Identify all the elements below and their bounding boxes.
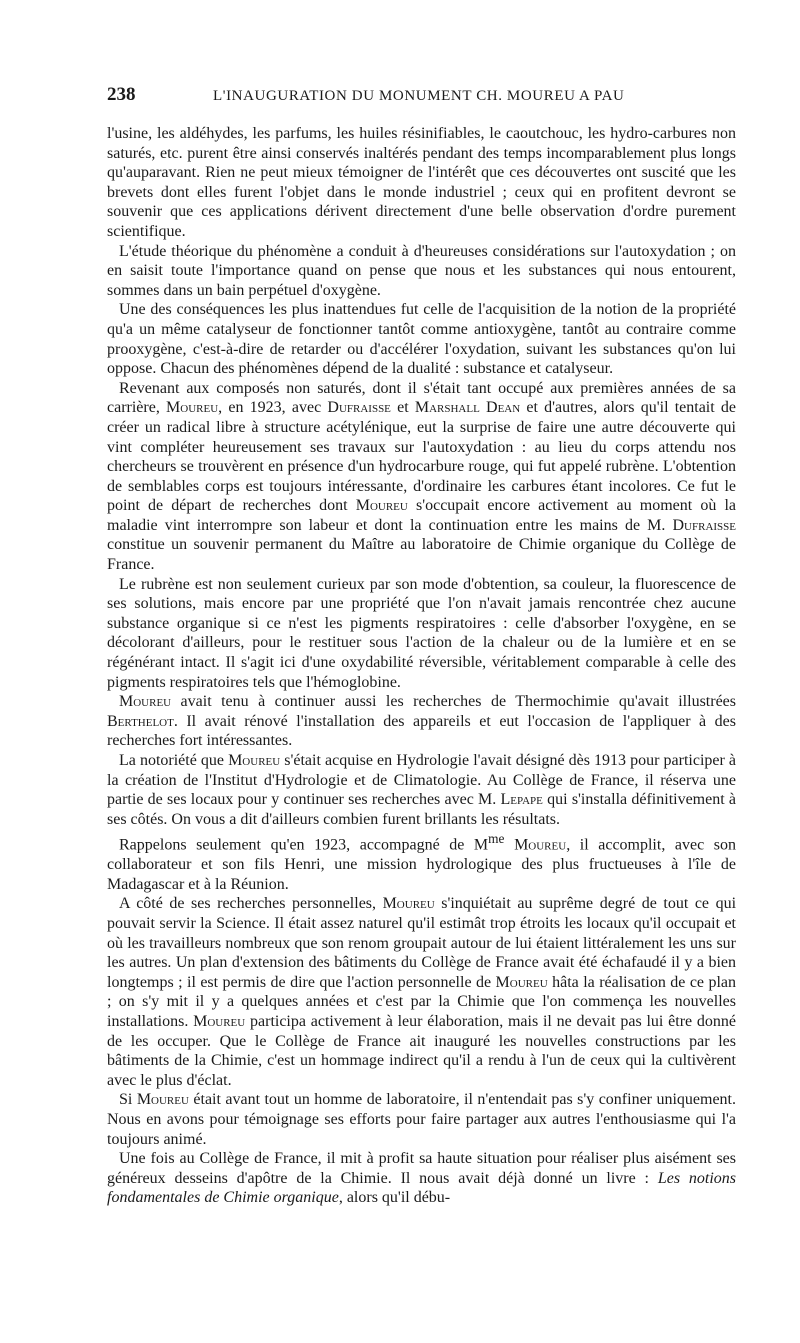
person-name: Moureu	[166, 399, 219, 417]
person-name: Moureu	[119, 693, 172, 711]
paragraph-hydrologie: La notoriété que Moureu s'était acquise en Hydrologie l'avait désigné dès 1913 pour participer à la création de l'Institut d'Hydrologie et de Climatologie. Au Collège de France, il réserva une partie de ses locaux pour y continuer ses recherches avec M. Lepape qui s'installa définitivement à ses côtés. On vous a dit d'ailleurs combien furent brillants les résultats.	[107, 752, 737, 828]
paragraph-thermochimie: Moureu avait tenu à continuer aussi les recherches de Thermochimie qu'avait illustrées Berthelot. Il avait rénové l'installation des appareils et eut l'occasion de l'appliquer à des recherches fort intéressantes.	[107, 693, 736, 750]
body-text	[107, 124, 736, 1208]
paragraph-college-extension: A côté de ses recherches personnelles, Moureu s'inquiétait au suprême degré de tout ce qui pouvait servir la Science. Il était assez naturel qu'il estimât trop étroits les locaux qu'il occupait et où les travailleurs nombreux que son renom groupait autour de lui étaient littéralement les uns sur les autres. Un plan d'extension des bâtiments du Collège de France avait été échafaudé il y a bien longtemps ; il est permis de dire que l'action personnelle de Moureu hâta la réalisation de ce plan ; on s'y mit il y a quelques années et c'est par la Chimie que l'on commença les nouvelles installations. Moureu participa activement à leur élaboration, mais il ne devait pas lui être donné de les occuper. Que le Collège de France ait inauguré les nouvelles constructions par les bâtiments de la Chimie, c'est un hommage indirect qu'il a rendu à l'un de ceux qui la cultivèrent avec le plus d'éclat.	[107, 895, 737, 1089]
paragraph-autoxydation: L'étude théorique du phénomène a conduit à d'heureuses considérations sur l'autoxydation ; on en saisit toute l'importance quand on pense que nous et les substances qui nous entourent, sommes dans un bain perpétuel d'oxygène.	[107, 242, 736, 299]
paragraph-laboratoire: Si Moureu était avant tout un homme de laboratoire, il n'entendait pas s'y confiner uniquement. Nous en avons pour témoignage ses efforts pour faire partager aux autres l'enthousiasme qui l'a toujours animé.	[107, 1091, 737, 1148]
running-title: L'INAUGURATION DU MONUMENT CH. MOUREU A PAU	[213, 88, 625, 104]
paragraph-rubrene-properties: Le rubrène est non seulement curieux par son mode d'obtention, sa couleur, la fluorescence de ses solutions, mais encore par une propriété que l'on n'avait jamais rencontrée chez aucune substance organique si ce n'est les pigments respiratoires : celle d'absorber l'oxygène, en se décolorant d'ailleurs, pour le restituer sous l'action de la chaleur ou de la lumière et en se régénérant intact. Il s'agit ici d'une oxydabilité réversible, véritablement comparable à celle des pigments respiratoires tels que l'hémoglobine.	[107, 575, 736, 691]
person-name: Berthelot	[107, 712, 174, 730]
paragraph-rubrene-discovery: Revenant aux composés non saturés, dont il s'était tant occupé aux premières années de sa carrière, Moureu, en 1923, avec Dufraisse et Marshall Dean et d'autres, alors qu'il tentait de créer un radical libre à structure acétylénique, eut la surprise de faire une autre découverte qui vint compléter heureusement ses travaux sur l'autoxydation : au lieu du corps attendu nos chercheurs se trouvèrent en présence d'un hydrocarbure rouge, qui fut appelé rubrène. L'obtention de semblables corps est toujours intéressante, d'ordinaire les carbures étant incolores. Ce fut le point de départ de recherches dont Moureu s'occupait encore activement au moment où la maladie vint interrompre son labeur et dont la continuation entre les mains de M. Dufraisse constitue un souvenir permanent du Maître au laboratoire de Chimie organique du Collège de France.	[107, 379, 736, 574]
page-number: 238	[107, 84, 136, 105]
person-name: Lepape	[500, 791, 543, 809]
paragraph-livre: Une fois au Collège de France, il mit à profit sa haute situation pour réaliser plus aisément ses généreux desseins d'apôtre de la Chimie. Il nous avait déjà donné un livre : Les notions fondamentales de Chimie organique, alors qu'il débu-	[107, 1150, 737, 1207]
person-name: Moureu	[355, 497, 408, 515]
person-name: Moureu	[382, 895, 435, 913]
page-header	[107, 84, 695, 106]
person-name: Moureu	[136, 1091, 189, 1109]
person-name: Moureu	[495, 973, 548, 991]
person-name: Dufraisse	[672, 516, 736, 534]
paragraph-madagascar: Rappelons seulement qu'en 1923, accompagné de $M^{me}$ Moureu, il accomplit, avec son collaborateur et son fils Henri, une mission hydrologique des plus fructueuses à l'île de Madagascar et à la Réunion.	[107, 831, 737, 893]
person-name: Marshall Dean	[414, 399, 521, 417]
person-name: Moureu	[514, 836, 567, 854]
person-name: Moureu	[228, 752, 281, 769]
person-name: Dufraisse	[327, 399, 391, 417]
book-title: Les notions fondamentales de Chimie organique	[107, 1169, 737, 1207]
paragraph-continued: l'usine, les aldéhydes, les parfums, les huiles résinifiables, le caoutchouc, les hydro-carbures non saturés, etc. purent être ainsi conservés inaltérés pendant des temps incomparablement plus longs qu'auparavant. Rien ne peut mieux témoigner de l'intérêt que ces découvertes ont suscité que les brevets dont elles furent l'objet dans le monde industriel ; ceux qui en profitent devront se souvenir que ces applications dérivent directement d'une belle observation d'ordre purement scientifique.	[107, 125, 736, 240]
person-name: Moureu	[193, 1013, 246, 1031]
paragraph-consequences: Une des conséquences les plus inattendues fut celle de l'acquisition de la notion de la propriété qu'a un même catalyseur de fonctionner tantôt comme antioxygène, tantôt au contraire comme prooxygène, c'est-à-dire de retarder ou d'accélérer l'oxydation, suivant les substances qu'on lui oppose. Chacun des phénomènes dépend de la dualité : substance et catalyseur.	[107, 301, 736, 378]
